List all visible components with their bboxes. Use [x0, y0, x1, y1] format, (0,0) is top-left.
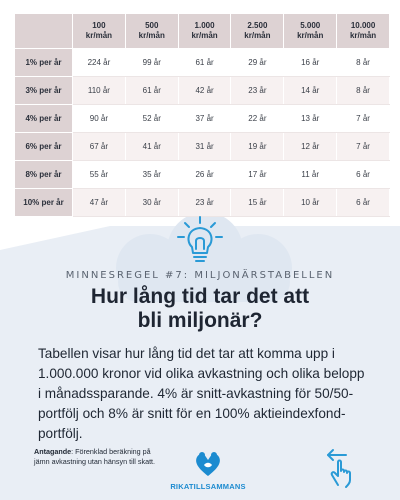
row-label: 8% per år [15, 161, 73, 189]
lightbulb-icon [174, 215, 226, 265]
column-header: 10.000 kr/mån [337, 14, 390, 49]
title-line-1: Hur lång tid tar det att [90, 285, 310, 308]
table-cell: 67 år [73, 133, 126, 161]
table-cell: 99 år [125, 49, 178, 77]
table-row [15, 161, 390, 189]
table-cell: 55 år [73, 161, 126, 189]
table-cell: 90 år [73, 105, 126, 133]
table-row [15, 189, 390, 217]
row-label: 6% per år [15, 133, 73, 161]
table-cell: 61 år [178, 49, 231, 77]
column-header: 1.000 kr/mån [178, 14, 231, 49]
assumption-note [34, 447, 164, 466]
table-cell: 224 år [73, 49, 126, 77]
table-row [15, 105, 390, 133]
table-cell: 23 år [178, 189, 231, 217]
table-cell: 14 år [284, 77, 337, 105]
table-cell: 8 år [337, 77, 390, 105]
table-corner-cell [15, 14, 73, 49]
table-cell: 17 år [231, 161, 284, 189]
column-header: 5.000 kr/mån [284, 14, 337, 49]
table-header-row [15, 14, 390, 49]
table-cell: 35 år [125, 161, 178, 189]
table-cell: 19 år [231, 133, 284, 161]
table-cell: 23 år [231, 77, 284, 105]
table-cell: 15 år [231, 189, 284, 217]
table-cell: 37 år [178, 105, 231, 133]
hearts-logo-icon [193, 449, 223, 479]
table-cell: 110 år [73, 77, 126, 105]
row-label: 1% per år [15, 49, 73, 77]
table-cell: 22 år [231, 105, 284, 133]
table-row [15, 77, 390, 105]
table-cell: 11 år [284, 161, 337, 189]
page-title [0, 285, 400, 333]
table-cell: 31 år [178, 133, 231, 161]
table-cell: 52 år [125, 105, 178, 133]
table-cell: 41 år [125, 133, 178, 161]
column-header: 100 kr/mån [73, 14, 126, 49]
table-cell: 61 år [125, 77, 178, 105]
table-cell: 7 år [337, 133, 390, 161]
table-cell: 10 år [284, 189, 337, 217]
table-cell: 47 år [73, 189, 126, 217]
title-line-2: bli miljonär? [137, 309, 263, 332]
table-cell: 13 år [284, 105, 337, 133]
table-cell: 29 år [231, 49, 284, 77]
row-label: 3% per år [15, 77, 73, 105]
table-cell: 6 år [337, 189, 390, 217]
table-cell: 12 år [284, 133, 337, 161]
row-label: 4% per år [15, 105, 73, 133]
table-cell: 26 år [178, 161, 231, 189]
table-cell: 16 år [284, 49, 337, 77]
description-text: Tabellen visar hur lång tid det tar att komma upp i 1.000.000 kronor vid olika avkastning och olika belopp i månadssparande. 4% är snitt-avkastning för 50/50-portfölj och 8% är snitt för en 100% aktieindexfond-portfölj. [38, 346, 365, 441]
millionaire-table [14, 13, 390, 217]
column-header: 500 kr/mån [125, 14, 178, 49]
brand-name: RIKATILLSAMMANS [170, 482, 246, 491]
table-cell: 30 år [125, 189, 178, 217]
table-cell: 8 år [337, 49, 390, 77]
brand-logo [170, 449, 246, 495]
assumption-label: Antagande [34, 447, 72, 456]
row-label: 10% per år [15, 189, 73, 217]
assumption-text: : Förenklad beräkning på jämn avkastning utan hänsyn till skatt. [34, 447, 156, 466]
table-cell: 7 år [337, 105, 390, 133]
table-cell: 42 år [178, 77, 231, 105]
column-header: 2.500 kr/mån [231, 14, 284, 49]
table-row [15, 133, 390, 161]
table-row [15, 49, 390, 77]
swipe-left-icon[interactable] [320, 447, 364, 491]
rule-kicker: MINNESREGEL #7: MILJONÄRSTABELLEN [65, 270, 335, 281]
table-cell: 6 år [337, 161, 390, 189]
